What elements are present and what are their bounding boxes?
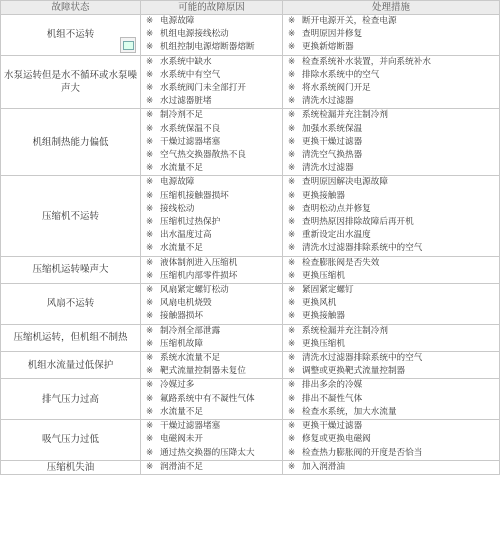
bullet-mark: ※ [288, 447, 296, 458]
fault-state-text: 水泵运转但是水不循环或水泵噪声大 [4, 70, 138, 95]
fault-state-text: 风扇不运转 [46, 298, 95, 310]
cause-text: 压缩机故障 [160, 338, 203, 349]
remedy-item [288, 41, 499, 54]
cause-item [146, 352, 282, 365]
cause-item [146, 365, 282, 378]
cause-item [146, 310, 282, 323]
bullet-mark: ※ [288, 406, 296, 417]
remedy-text: 排出不凝性气体 [302, 393, 363, 404]
remedy-item [288, 242, 499, 255]
cause-list-cell [141, 284, 283, 325]
bullet-mark: ※ [146, 29, 154, 40]
remedy-list-cell [283, 256, 500, 283]
remedy-text: 检查系统补水装置，并向系统补水 [302, 56, 431, 67]
cause-text: 水过滤器脏堵 [160, 96, 212, 107]
cause-item [146, 203, 282, 216]
cause-text: 水流量不足 [160, 243, 203, 254]
cause-list-cell [141, 15, 283, 56]
remedy-text: 更换接触器 [302, 190, 345, 201]
cause-text: 干燥过滤器堵塞 [160, 136, 221, 147]
remedy-item [288, 109, 499, 122]
bullet-mark: ※ [288, 83, 296, 94]
cause-item [146, 123, 282, 136]
cause-text: 电源故障 [160, 16, 195, 26]
remedy-text: 断开电源开关，检查电源 [302, 16, 397, 26]
bullet-mark: ※ [146, 217, 154, 228]
table-header-row [1, 1, 500, 15]
table-row [1, 324, 500, 351]
bullet-mark: ※ [146, 285, 154, 296]
remedy-item [288, 379, 499, 392]
bullet-mark: ※ [288, 177, 296, 188]
bullet-mark: ※ [146, 353, 154, 364]
remedy-item [288, 420, 499, 433]
remedy-text: 更换风机 [302, 298, 337, 309]
cause-text: 干燥过滤器堵塞 [160, 421, 221, 432]
remedy-item [288, 447, 499, 460]
cause-item [146, 149, 282, 162]
cause-text: 系统水流量不足 [160, 353, 221, 364]
cause-item [146, 95, 282, 108]
cause-item [146, 461, 282, 474]
cause-text: 水流量不足 [160, 163, 203, 174]
cause-list-cell [141, 460, 283, 474]
bullet-mark: ※ [146, 69, 154, 80]
cause-text: 接触器损坏 [160, 311, 203, 322]
remedy-text: 查明原因解决电源故障 [302, 177, 388, 188]
cause-list-cell [141, 352, 283, 379]
table-row [1, 460, 500, 474]
bullet-mark: ※ [288, 353, 296, 364]
fault-state-cell [1, 15, 141, 56]
bullet-mark: ※ [288, 270, 296, 281]
remedy-text: 排除水系统中的空气 [302, 69, 380, 80]
bullet-mark: ※ [146, 325, 154, 336]
bullet-mark: ※ [146, 177, 154, 188]
cause-text: 润滑油不足 [160, 461, 203, 472]
remedy-text: 更换接触器 [302, 311, 345, 322]
bullet-mark: ※ [288, 380, 296, 391]
remedy-text: 检查热力膨胀阀的开度是否恰当 [302, 447, 423, 458]
cause-text: 制冷剂全部泄露 [160, 325, 221, 336]
remedy-item [288, 297, 499, 310]
cause-text: 压缩机内部零件损坏 [160, 270, 238, 281]
cause-text: 风扇紧定螺钉松动 [160, 285, 229, 296]
table-body [1, 15, 500, 475]
bullet-mark: ※ [288, 285, 296, 296]
bullet-mark: ※ [288, 243, 296, 254]
bullet-mark: ※ [146, 16, 154, 26]
remedy-list-cell [283, 15, 500, 56]
remedy-item [288, 95, 499, 108]
header-remedy: 处理措施 [283, 1, 500, 15]
fault-state-text: 吸气压力过低 [41, 434, 99, 446]
remedy-text: 重新设定出水温度 [302, 230, 371, 241]
remedy-text: 清洗水过滤器 [302, 96, 354, 107]
remedy-item [288, 393, 499, 406]
bullet-mark: ※ [288, 96, 296, 107]
cause-text: 水流量不足 [160, 406, 203, 417]
remedy-text: 检查水系统，加大水流量 [302, 406, 397, 417]
remedy-list-cell [283, 324, 500, 351]
bullet-mark: ※ [146, 110, 154, 121]
cause-text: 水系统保温不良 [160, 123, 221, 134]
cause-list-cell [141, 176, 283, 256]
remedy-text: 检查膨胀阀是否失效 [302, 257, 380, 268]
table-row [1, 176, 500, 256]
cause-text: 水系统中缺水 [160, 56, 212, 67]
fault-state-text: 压缩机运转，但机组不制热 [13, 332, 128, 344]
remedy-item [288, 433, 499, 446]
bullet-mark: ※ [288, 461, 296, 472]
remedy-text: 系统检漏并充注制冷剂 [302, 110, 388, 121]
cause-item [146, 69, 282, 82]
bullet-mark: ※ [288, 217, 296, 228]
bullet-mark: ※ [288, 42, 296, 53]
cause-text: 风扇电机烧毁 [160, 298, 212, 309]
remedy-text: 清洗水过滤器 [302, 163, 354, 174]
remedy-item [288, 310, 499, 323]
bullet-mark: ※ [288, 421, 296, 432]
cause-text: 液体制剂进入压缩机 [160, 257, 238, 268]
cause-item [146, 325, 282, 338]
cause-list-cell [141, 256, 283, 283]
bullet-mark: ※ [146, 461, 154, 472]
remedy-item [288, 69, 499, 82]
remedy-item [288, 284, 499, 297]
cause-text: 靶式流量控制器未复位 [160, 366, 246, 377]
remedy-text: 查明松动点并修复 [302, 203, 371, 214]
remedy-text: 更换新熔断器 [302, 42, 354, 53]
bullet-mark: ※ [146, 42, 154, 53]
remedy-item [288, 82, 499, 95]
cause-list-cell [141, 55, 283, 109]
remedy-text: 更换干燥过滤器 [302, 136, 363, 147]
remedy-text: 将水系统阀门开足 [302, 83, 371, 94]
fault-state-cell [1, 460, 141, 474]
remedy-list-cell [283, 379, 500, 420]
cause-item [146, 82, 282, 95]
cause-item [146, 433, 282, 446]
cause-item [146, 406, 282, 419]
bullet-mark: ※ [288, 311, 296, 322]
remedy-text: 更换压缩机 [302, 338, 345, 349]
remedy-item [288, 176, 499, 189]
remedy-item [288, 325, 499, 338]
fault-state-text: 机组水流量过低保护 [27, 359, 114, 371]
cause-text: 冷媒过多 [160, 380, 195, 391]
cause-text: 压缩机过热保护 [160, 217, 221, 228]
cause-item [146, 41, 282, 54]
bullet-mark: ※ [146, 203, 154, 214]
fault-state-cell [1, 55, 141, 109]
fault-state-text: 排气压力过高 [41, 393, 99, 405]
cause-item [146, 56, 282, 69]
fault-state-cell [1, 379, 141, 420]
cause-item [146, 28, 282, 41]
bullet-mark: ※ [146, 150, 154, 161]
fault-state-cell [1, 324, 141, 351]
cause-text: 制冷剂不足 [160, 110, 203, 121]
fault-state-cell [1, 352, 141, 379]
fault-state-text: 压缩机失油 [46, 461, 95, 473]
cause-text: 水系统中有空气 [160, 69, 221, 80]
cause-item [146, 242, 282, 255]
bullet-mark: ※ [146, 298, 154, 309]
cause-item [146, 15, 282, 28]
cause-item [146, 447, 282, 460]
bullet-mark: ※ [146, 83, 154, 94]
bullet-mark: ※ [146, 257, 154, 268]
remedy-item [288, 56, 499, 69]
bullet-mark: ※ [146, 406, 154, 417]
bullet-mark: ※ [288, 110, 296, 121]
bullet-mark: ※ [288, 298, 296, 309]
bullet-mark: ※ [288, 190, 296, 201]
fault-state-cell [1, 256, 141, 283]
cause-item [146, 257, 282, 270]
remedy-item [288, 149, 499, 162]
cause-text: 水系统阀门未全部打开 [160, 83, 246, 94]
cause-text: 电磁阀未开 [160, 434, 203, 445]
cause-text: 空气热交换器散热不良 [160, 150, 246, 161]
remedy-text: 加入润滑油 [302, 461, 345, 472]
table-row [1, 109, 500, 176]
remedy-text: 更换干燥过滤器 [302, 421, 363, 432]
bullet-mark: ※ [146, 421, 154, 432]
remedy-item [288, 406, 499, 419]
cause-text: 氟路系统中有不凝性气体 [160, 393, 255, 404]
table-row [1, 15, 500, 56]
bullet-mark: ※ [288, 393, 296, 404]
remedy-text: 修复或更换电磁阀 [302, 434, 371, 445]
bullet-mark: ※ [288, 29, 296, 40]
cause-item [146, 216, 282, 229]
cause-text: 机组电源接线松动 [160, 29, 229, 40]
remedy-text: 紧固紧定螺钉 [302, 285, 354, 296]
bullet-mark: ※ [146, 190, 154, 201]
remedy-list-cell [283, 109, 500, 176]
bullet-mark: ※ [146, 243, 154, 254]
remedy-text: 查明原因并修复 [302, 29, 363, 40]
bullet-mark: ※ [288, 338, 296, 349]
remedy-list-cell [283, 55, 500, 109]
cause-text: 压缩机接触器损坏 [160, 190, 229, 201]
remedy-text: 更换压缩机 [302, 270, 345, 281]
bullet-mark: ※ [288, 203, 296, 214]
bullet-mark: ※ [146, 434, 154, 445]
cause-list-cell [141, 420, 283, 461]
remedy-item [288, 190, 499, 203]
remedy-text: 排出多余的冷媒 [302, 380, 363, 391]
remedy-list-cell [283, 284, 500, 325]
bullet-mark: ※ [146, 380, 154, 391]
remedy-item [288, 229, 499, 242]
cause-item [146, 393, 282, 406]
bullet-mark: ※ [146, 393, 154, 404]
remedy-item [288, 257, 499, 270]
bullet-mark: ※ [146, 447, 154, 458]
bullet-mark: ※ [146, 56, 154, 67]
fault-state-text: 机组制热能力偏低 [32, 136, 109, 148]
fault-state-cell [1, 109, 141, 176]
remedy-item [288, 15, 499, 28]
fault-state-text: 压缩机不运转 [41, 210, 99, 222]
bullet-mark: ※ [288, 56, 296, 67]
bullet-mark: ※ [146, 311, 154, 322]
fault-state-text: 压缩机运转噪声大 [32, 264, 109, 276]
remedy-item [288, 123, 499, 136]
cause-item [146, 338, 282, 351]
cause-list-cell [141, 379, 283, 420]
cause-text: 出水温度过高 [160, 230, 212, 241]
bullet-mark: ※ [146, 123, 154, 134]
bullet-mark: ※ [146, 136, 154, 147]
remedy-list-cell [283, 176, 500, 256]
remedy-text: 系统检漏并充注制冷剂 [302, 325, 388, 336]
remedy-item [288, 28, 499, 41]
cause-item [146, 420, 282, 433]
remedy-text: 加强水系统保温 [302, 123, 363, 134]
remedy-text: 清洗水过滤器排除系统中的空气 [302, 243, 423, 254]
bullet-mark: ※ [146, 230, 154, 241]
remedy-item [288, 203, 499, 216]
cause-item [146, 136, 282, 149]
bullet-mark: ※ [288, 136, 296, 147]
fault-state-cell [1, 284, 141, 325]
bullet-mark: ※ [288, 366, 296, 377]
bullet-mark: ※ [146, 338, 154, 349]
remedy-item [288, 270, 499, 283]
cause-item [146, 190, 282, 203]
table-row [1, 352, 500, 379]
table-row [1, 284, 500, 325]
bullet-mark: ※ [288, 150, 296, 161]
image-placeholder-icon [120, 37, 136, 53]
bullet-mark: ※ [146, 163, 154, 174]
cause-item [146, 109, 282, 122]
bullet-mark: ※ [288, 257, 296, 268]
bullet-mark: ※ [146, 270, 154, 281]
cause-text: 电源故障 [160, 177, 195, 188]
cause-text: 机组控制电源熔断器熔断 [160, 42, 255, 53]
cause-list-cell [141, 109, 283, 176]
fault-state-cell [1, 420, 141, 461]
bullet-mark: ※ [288, 434, 296, 445]
bullet-mark: ※ [146, 96, 154, 107]
fault-state-cell [1, 176, 141, 256]
table-row [1, 379, 500, 420]
remedy-list-cell [283, 460, 500, 474]
remedy-list-cell [283, 352, 500, 379]
header-possible-cause: 可能的故障原因 [141, 1, 283, 15]
cause-item [146, 229, 282, 242]
remedy-item [288, 365, 499, 378]
remedy-item [288, 136, 499, 149]
bullet-mark: ※ [288, 230, 296, 241]
bullet-mark: ※ [288, 163, 296, 174]
bullet-mark: ※ [288, 69, 296, 80]
bullet-mark: ※ [288, 325, 296, 336]
remedy-text: 调整或更换靶式流量控制器 [302, 366, 406, 377]
cause-item [146, 297, 282, 310]
fault-state-text: 机组不运转 [46, 29, 95, 41]
bullet-mark: ※ [288, 16, 296, 26]
bullet-mark: ※ [146, 366, 154, 377]
header-fault-state: 故障状态 [1, 1, 141, 15]
remedy-item [288, 352, 499, 365]
cause-item [146, 270, 282, 283]
remedy-item [288, 216, 499, 229]
cause-text: 接线松动 [160, 203, 195, 214]
remedy-text: 清洗水过滤器排除系统中的空气 [302, 353, 423, 364]
cause-item [146, 379, 282, 392]
remedy-item [288, 461, 499, 474]
table-row [1, 420, 500, 461]
cause-item [146, 176, 282, 189]
table-row [1, 55, 500, 109]
cause-item [146, 284, 282, 297]
remedy-item [288, 162, 499, 175]
bullet-mark: ※ [288, 123, 296, 134]
cause-list-cell [141, 324, 283, 351]
remedy-text: 清洗空气换热器 [302, 150, 363, 161]
remedy-text: 查明热原因排除故障后再开机 [302, 217, 414, 228]
cause-item [146, 162, 282, 175]
remedy-list-cell [283, 420, 500, 461]
remedy-item [288, 338, 499, 351]
cause-text: 通过热交换器的压降太大 [160, 447, 255, 458]
table-row [1, 256, 500, 283]
